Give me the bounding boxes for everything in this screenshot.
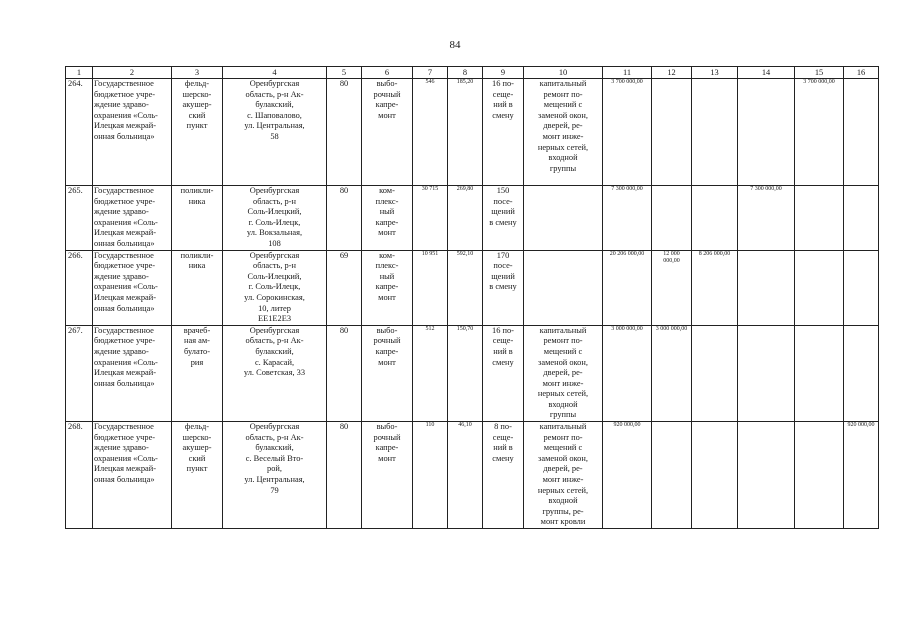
page-number: 84	[449, 39, 461, 51]
amount-column-14-cell	[738, 422, 795, 529]
work-type-cell: ком- плекс- ный капре- монт	[362, 250, 413, 325]
address-cell: Оренбургская область, р-н Ак- булакский, с. Шаповалово, ул. Центральная, 58	[223, 79, 327, 186]
amount-total-cell: 3 700 000,00	[603, 79, 652, 186]
table-row	[66, 250, 879, 325]
column-header: 6	[362, 67, 413, 79]
capacity-cell: 170 посе- щений в смену	[483, 250, 524, 325]
column-7-cell: 30 715	[413, 186, 448, 251]
column-header: 10	[524, 67, 603, 79]
work-description-cell	[524, 250, 603, 325]
work-description-cell: капитальный ремонт по- мещений с заменой окон, дверей, ре- монт инже- нерных сетей, входной группы	[524, 325, 603, 421]
amount-total-cell: 20 206 000,00	[603, 250, 652, 325]
amount-column-13-cell: 8 206 000,00	[692, 250, 738, 325]
column-5-cell: 80	[327, 325, 362, 421]
amount-column-13-cell	[692, 186, 738, 251]
amount-column-16-cell	[844, 250, 879, 325]
table-row	[66, 422, 879, 529]
amount-column-12-cell	[652, 422, 692, 529]
amount-column-13-cell	[692, 325, 738, 421]
column-8-cell: 150,70	[448, 325, 483, 421]
row-number: 267.	[66, 325, 93, 421]
organization-cell: Государственное бюджетное учре- ждение здраво- охранения «Соль- Илецкая межрай- онная больница»	[93, 325, 172, 421]
amount-total-cell: 3 000 000,00	[603, 325, 652, 421]
work-type-cell: выбо- рочный капре- монт	[362, 422, 413, 529]
amount-column-15-cell	[795, 422, 844, 529]
work-description-cell: капитальный ремонт по- мещений с заменой окон, дверей, ре- монт инже- нерных сетей, входной группы	[524, 79, 603, 186]
column-7-cell: 546	[413, 79, 448, 186]
column-8-cell: 185,20	[448, 79, 483, 186]
capacity-cell: 16 по- сеще- ний в смену	[483, 79, 524, 186]
column-8-cell: 46,10	[448, 422, 483, 529]
column-8-cell: 592,10	[448, 250, 483, 325]
amount-column-14-cell: 7 300 000,00	[738, 186, 795, 251]
table-row	[66, 325, 879, 421]
amount-column-15-cell	[795, 250, 844, 325]
column-8-cell: 269,80	[448, 186, 483, 251]
address-cell: Оренбургская область, р-н Соль-Илецкий, г. Соль-Илецк, ул. Сорокинская, 10, литер ЕЕ1Е2Е3	[223, 250, 327, 325]
work-description-cell	[524, 186, 603, 251]
amount-column-12-cell: 3 000 000,00	[652, 325, 692, 421]
organization-cell: Государственное бюджетное учре- ждение здраво- охранения «Соль- Илецкая межрай- онная больница»	[93, 79, 172, 186]
facility-type-cell: фельд- шерско- акушер- ский пункт	[172, 422, 223, 529]
work-type-cell: выбо- рочный капре- монт	[362, 79, 413, 186]
amount-column-16-cell	[844, 325, 879, 421]
amount-column-15-cell: 3 700 000,00	[795, 79, 844, 186]
column-header: 5	[327, 67, 362, 79]
column-header: 3	[172, 67, 223, 79]
capacity-cell: 8 по- сеще- ний в смену	[483, 422, 524, 529]
amount-column-14-cell	[738, 250, 795, 325]
amount-total-cell: 7 300 000,00	[603, 186, 652, 251]
column-header: 15	[795, 67, 844, 79]
facility-type-cell: врачеб- ная ам- булато- рия	[172, 325, 223, 421]
row-number: 264.	[66, 79, 93, 186]
row-number: 265.	[66, 186, 93, 251]
column-header: 11	[603, 67, 652, 79]
column-header: 14	[738, 67, 795, 79]
column-header: 1	[66, 67, 93, 79]
amount-column-13-cell	[692, 79, 738, 186]
column-5-cell: 69	[327, 250, 362, 325]
organization-cell: Государственное бюджетное учре- ждение здраво- охранения «Соль- Илецкая межрай- онная больница»	[93, 186, 172, 251]
column-header: 9	[483, 67, 524, 79]
address-cell: Оренбургская область, р-н Ак- булакский, с. Веселый Вто- рой, ул. Центральная, 79	[223, 422, 327, 529]
table-header-row	[66, 67, 879, 79]
table-row	[66, 79, 879, 186]
column-header: 7	[413, 67, 448, 79]
amount-column-12-cell	[652, 186, 692, 251]
amount-column-16-cell: 920 000,00	[844, 422, 879, 529]
address-cell: Оренбургская область, р-н Ак- булакский, с. Карасай, ул. Советская, 33	[223, 325, 327, 421]
row-number: 266.	[66, 250, 93, 325]
column-5-cell: 80	[327, 186, 362, 251]
column-header: 4	[223, 67, 327, 79]
address-cell: Оренбургская область, р-н Соль-Илецкий, г. Соль-Илецк, ул. Вокзальная, 108	[223, 186, 327, 251]
amount-column-14-cell	[738, 79, 795, 186]
amount-column-12-cell	[652, 79, 692, 186]
amount-column-13-cell	[692, 422, 738, 529]
column-header: 8	[448, 67, 483, 79]
facility-type-cell: поликли- ника	[172, 250, 223, 325]
column-header: 13	[692, 67, 738, 79]
organization-cell: Государственное бюджетное учре- ждение здраво- охранения «Соль- Илецкая межрай- онная больница»	[93, 422, 172, 529]
column-7-cell: 110	[413, 422, 448, 529]
organization-cell: Государственное бюджетное учре- ждение здраво- охранения «Соль- Илецкая межрай- онная больница»	[93, 250, 172, 325]
work-description-cell: капитальный ремонт по- мещений с заменой окон, дверей, ре- монт инже- нерных сетей, входной группы, ре- монт кровли	[524, 422, 603, 529]
facility-type-cell: поликли- ника	[172, 186, 223, 251]
column-7-cell: 10 951	[413, 250, 448, 325]
table-row	[66, 186, 879, 251]
amount-column-15-cell	[795, 186, 844, 251]
facilities-table	[65, 66, 879, 529]
capacity-cell: 150 посе- щений в смену	[483, 186, 524, 251]
row-number: 268.	[66, 422, 93, 529]
work-type-cell: ком- плекс- ный капре- монт	[362, 186, 413, 251]
amount-column-15-cell	[795, 325, 844, 421]
capacity-cell: 16 по- сеще- ний в смену	[483, 325, 524, 421]
column-header: 2	[93, 67, 172, 79]
work-type-cell: выбо- рочный капре- монт	[362, 325, 413, 421]
amount-column-14-cell	[738, 325, 795, 421]
column-header: 12	[652, 67, 692, 79]
amount-total-cell: 920 000,00	[603, 422, 652, 529]
column-header: 16	[844, 67, 879, 79]
column-5-cell: 80	[327, 422, 362, 529]
amount-column-16-cell	[844, 79, 879, 186]
facility-type-cell: фельд- шерско- акушер- ский пункт	[172, 79, 223, 186]
column-7-cell: 512	[413, 325, 448, 421]
amount-column-12-cell: 12 000 000,00	[652, 250, 692, 325]
amount-column-16-cell	[844, 186, 879, 251]
column-5-cell: 80	[327, 79, 362, 186]
